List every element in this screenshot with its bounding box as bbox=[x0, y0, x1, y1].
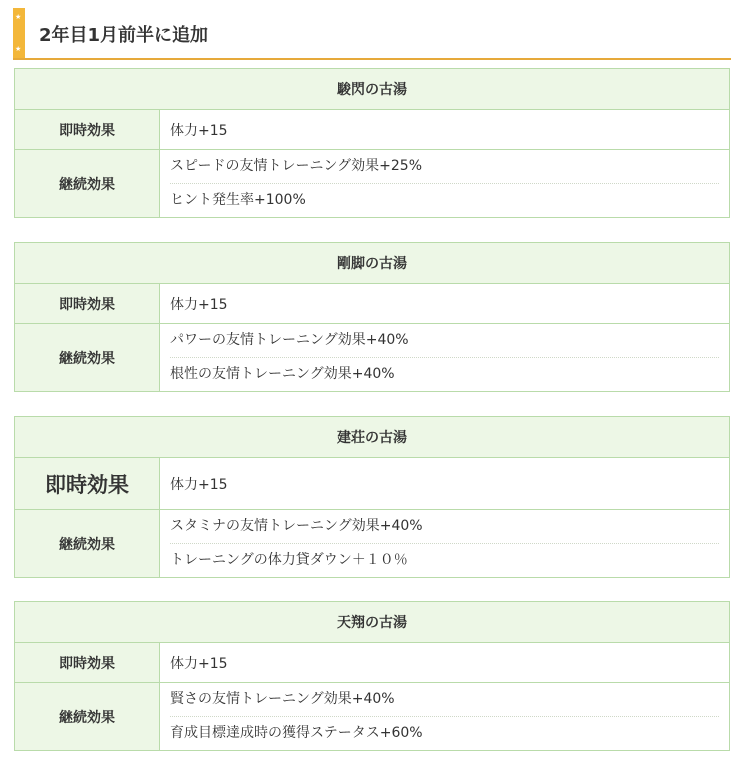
immediate-effect-value: 体力+15 bbox=[160, 458, 730, 510]
immediate-effect-value: 体力+15 bbox=[160, 284, 730, 324]
effect-table bbox=[14, 601, 730, 751]
section-title: 2年目1月前半に追加 bbox=[39, 25, 209, 46]
effect-table bbox=[14, 68, 730, 218]
continuous-effect-list bbox=[160, 324, 730, 392]
continuous-effect-label: 継続効果 bbox=[15, 510, 160, 578]
continuous-effect-item: 賢さの友情トレーニング効果+40% bbox=[170, 691, 395, 707]
continuous-effect-list bbox=[160, 510, 730, 578]
effect-table bbox=[14, 242, 730, 392]
immediate-effect-label: 即時効果 bbox=[15, 284, 160, 324]
continuous-effect-item: 根性の友情トレーニング効果+40% bbox=[170, 357, 719, 391]
continuous-effect-label: 継続効果 bbox=[15, 683, 160, 751]
effect-table bbox=[14, 416, 730, 578]
continuous-effect-item: スタミナの友情トレーニング効果+40% bbox=[170, 518, 423, 534]
continuous-effect-list bbox=[160, 683, 730, 751]
continuous-effect-item: トレーニングの体力貸ダウン＋１０％ bbox=[170, 543, 719, 577]
continuous-effect-item: パワーの友情トレーニング効果+40% bbox=[170, 332, 409, 348]
immediate-effect-value: 体力+15 bbox=[160, 110, 730, 150]
immediate-effect-value: 体力+15 bbox=[160, 643, 730, 683]
continuous-effect-label: 継続効果 bbox=[15, 324, 160, 392]
section-header bbox=[13, 8, 731, 60]
continuous-effect-item: スピードの友情トレーニング効果+25% bbox=[170, 158, 423, 174]
star-icon: ★ bbox=[15, 45, 22, 53]
immediate-effect-label: 即時効果 bbox=[15, 110, 160, 150]
table-title: 天翔の古湯 bbox=[15, 602, 730, 643]
table-title: 剛脚の古湯 bbox=[15, 243, 730, 284]
header-accent-bar bbox=[13, 8, 25, 58]
continuous-effect-item: ヒント発生率+100% bbox=[170, 183, 719, 217]
continuous-effect-label: 継続効果 bbox=[15, 150, 160, 218]
continuous-effect-list bbox=[160, 150, 730, 218]
table-title: 駿閃の古湯 bbox=[15, 69, 730, 110]
immediate-effect-label: 即時効果 bbox=[15, 643, 160, 683]
table-title: 建荘の古湯 bbox=[15, 417, 730, 458]
star-icon: ★ bbox=[15, 13, 22, 21]
immediate-effect-label: 即時効果 bbox=[15, 458, 160, 510]
continuous-effect-item: 育成目標達成時の獲得ステータス+60% bbox=[170, 716, 719, 750]
